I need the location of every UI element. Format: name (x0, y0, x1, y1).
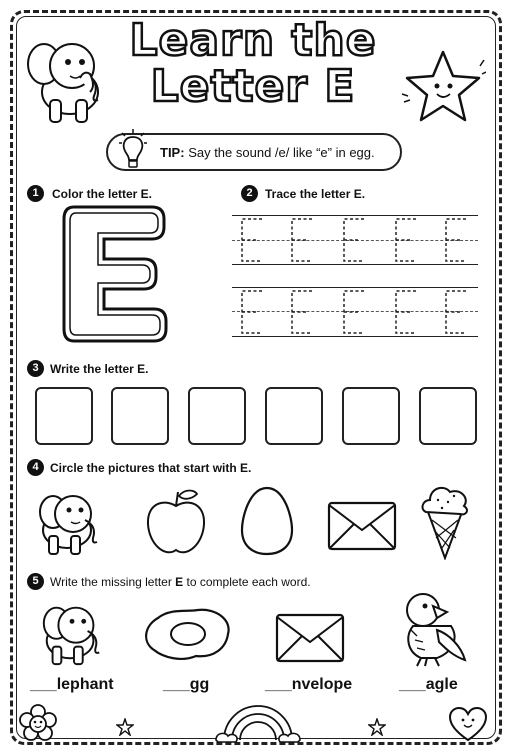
write-box-6[interactable] (419, 387, 477, 445)
tip-label: TIP: (160, 145, 185, 160)
word-blank[interactable]: ___ (163, 676, 190, 693)
star-icon (400, 46, 486, 126)
flower-icon (18, 704, 58, 744)
egg-icon[interactable] (238, 484, 296, 558)
word-egg[interactable] (163, 676, 209, 694)
section-5-instruction (50, 575, 311, 589)
heart-icon (448, 706, 488, 742)
instr-part-2: to complete each word. (183, 575, 311, 589)
apple-icon[interactable] (143, 486, 209, 558)
section-3-instruction: Write the letter E. (50, 362, 149, 376)
envelope-icon (272, 612, 348, 664)
tip-message: Say the sound /e/ like “e” in egg. (188, 145, 375, 160)
small-star-icon (116, 718, 134, 736)
title-line-2: Letter E (150, 61, 356, 112)
instr-bold-letter: E (175, 575, 184, 589)
color-letter-e[interactable] (60, 203, 172, 348)
word-elephant[interactable] (30, 676, 114, 694)
write-box-4[interactable] (265, 387, 323, 445)
section-5-number: 5 (27, 573, 44, 590)
section-2-instruction: Trace the letter E. (265, 187, 366, 201)
section-1-instruction: Color the letter E. (52, 187, 153, 201)
section-4-number: 4 (27, 459, 44, 476)
elephant-icon[interactable] (35, 484, 105, 558)
word-rest: lephant (56, 676, 114, 693)
elephant-icon (24, 30, 116, 126)
write-box-2[interactable] (111, 387, 169, 445)
word-blank[interactable]: ___ (399, 676, 426, 693)
word-rest: agle (425, 676, 458, 693)
ice-cream-icon[interactable] (420, 482, 470, 560)
write-box-5[interactable] (342, 387, 400, 445)
tip-text (160, 145, 375, 160)
rainbow-icon (214, 700, 302, 744)
word-rest: gg (189, 676, 210, 693)
section-4-instruction: Circle the pictures that start with E. (50, 461, 252, 475)
instr-part-1: Write the missing letter (50, 575, 176, 589)
word-envelope[interactable] (265, 676, 352, 694)
page-title (118, 15, 388, 112)
elephant-icon (36, 596, 110, 668)
fried-egg-icon (142, 606, 234, 662)
word-blank[interactable]: ___ (265, 676, 292, 693)
dashed-letter-e-traces (232, 215, 478, 337)
section-2-number: 2 (241, 185, 258, 202)
tip-box (106, 133, 402, 171)
word-rest: nvelope (291, 676, 353, 693)
eagle-icon (393, 586, 469, 670)
word-blank[interactable]: ___ (30, 676, 57, 693)
lightbulb-icon (118, 127, 148, 171)
small-star-icon (368, 718, 386, 736)
write-box-3[interactable] (188, 387, 246, 445)
envelope-icon[interactable] (326, 500, 398, 552)
title-line-1: Learn the (129, 15, 377, 66)
word-eagle[interactable] (399, 676, 458, 694)
section-1-number: 1 (27, 185, 44, 202)
section-3-number: 3 (27, 360, 44, 377)
write-box-1[interactable] (35, 387, 93, 445)
